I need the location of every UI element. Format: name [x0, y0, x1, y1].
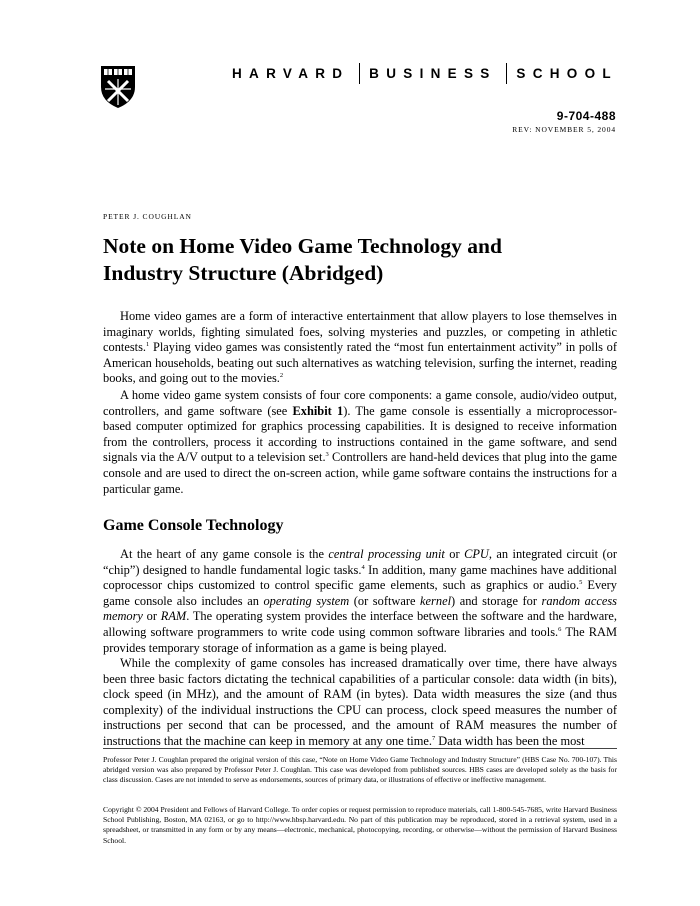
document-number: 9-704-488: [556, 109, 616, 123]
wordmark-divider: [359, 63, 360, 84]
wordmark-divider: [506, 63, 507, 84]
revision-date: REV: NOVEMBER 5, 2004: [512, 125, 616, 134]
paragraph-components: A home video game system consists of four core components: a game console, audio/video output, controllers, and game software (see Exhibit 1). The game console is essentially a microprocessor-based computer optimized for graphics processing capabilities. It is designed to receive information from the controllers, process it according to instructions contained in the game software, and send signals via the A/V output to a television set.$^3$ Controllers are hand-held devices that plug into the game console and are used to direct the on-screen action, while game software contains the instructions for a particular game.: [103, 388, 617, 496]
wordmark-harvard: HARVARD: [232, 65, 350, 81]
section-heading: Game Console Technology: [103, 517, 284, 534]
paragraph-cpu: At the heart of any game console is the central processing unit or CPU, an integrated circuit (or “chip”) designed to handle fundamental logic tasks.$^4$ In addition, many game machines have additional coprocessor chips customized to control specific game elements, such as graphics or audio.$^5$ Every game console also includes an operating system (or software kernel) and storage for random access memory or RAM. The operating system provides the interface between the software and the hardware, allowing software programmers to write code using common software libraries and tools.$^6$ The RAM provides temporary storage of information as a game is being played.: [103, 547, 617, 655]
footnote-ref: 7: [431, 734, 436, 742]
author-name: PETER J. COUGHLAN: [103, 212, 192, 221]
footnote-ref: 4: [361, 563, 365, 571]
exhibit-reference: Exhibit 1: [292, 403, 344, 418]
copyright-notice: Copyright © 2004 President and Fellows of Harvard College. To order copies or request permission to reproduce materials, call 1-800-545-7685, write Harvard Business School Publishing, Boston, MA 02163, or go to http://www.hbsp.harvard.edu. No part of this publication may be reproduced, stored in a retrieval system, used in a spreadsheet, or transmitted in any form or by any means—electronic, mechanical, photocopying, recording, or otherwise—without the permission of Harvard Business School.: [103, 805, 617, 845]
footnote-divider: [103, 748, 617, 749]
footnote-ref: 1: [146, 341, 150, 349]
document-title: [103, 233, 603, 287]
preparation-note: Professor Peter J. Coughlan prepared the original version of this case, “Note on Home Video Game Technology and Industry Structure” (HBS Case No. 700-107). This abridged version was also prepared by Professor Peter J. Coughlan. This case was developed from published sources. HBS cases are developed solely as the basis for class discussion. Cases are not intended to serve as endorsements, sources of primary data, or illustrations of effective or ineffective management.: [103, 755, 617, 785]
footnote-ref: 5: [579, 579, 583, 587]
paragraph-intro: Home video games are a form of interactive entertainment that allow players to lose themselves in imaginary worlds, fighting simulated foes, solving mysteries and puzzles, or competing in athletic contests.$^1$ Playing video games was consistently rated the “most fun entertainment activity” in polls of American households, beating out such alternatives as watching television, surfing the internet, reading books, and going out to the movies.$^2$: [103, 309, 617, 386]
school-wordmark: [232, 63, 618, 83]
footnote-ref: 3: [325, 451, 329, 459]
title-line-1: Note on Home Video Game Technology and: [103, 234, 502, 258]
footnote-ref: 6: [558, 625, 562, 633]
wordmark-business: BUSINESS: [369, 65, 497, 81]
harvard-veritas-shield-icon: [100, 65, 136, 109]
wordmark-school: SCHOOL: [516, 65, 618, 81]
paragraph-complexity: While the complexity of game consoles has increased dramatically over time, there have always been three basic factors dictating the technical capabilities of a particular console: data width (in bits), clock speed (in MHz), and the amount of RAM (in bytes). Data width measures the size (and thus complexity) of the individual instructions the CPU can process, clock speed measures the number of instructions per second that can be processed, and the amount of RAM measures the number of instructions that the machine can keep in memory at any one time.$^7$ Data width has been the most: [103, 656, 617, 748]
title-line-2: Industry Structure (Abridged): [103, 261, 384, 285]
footnote-ref: 2: [279, 372, 284, 380]
